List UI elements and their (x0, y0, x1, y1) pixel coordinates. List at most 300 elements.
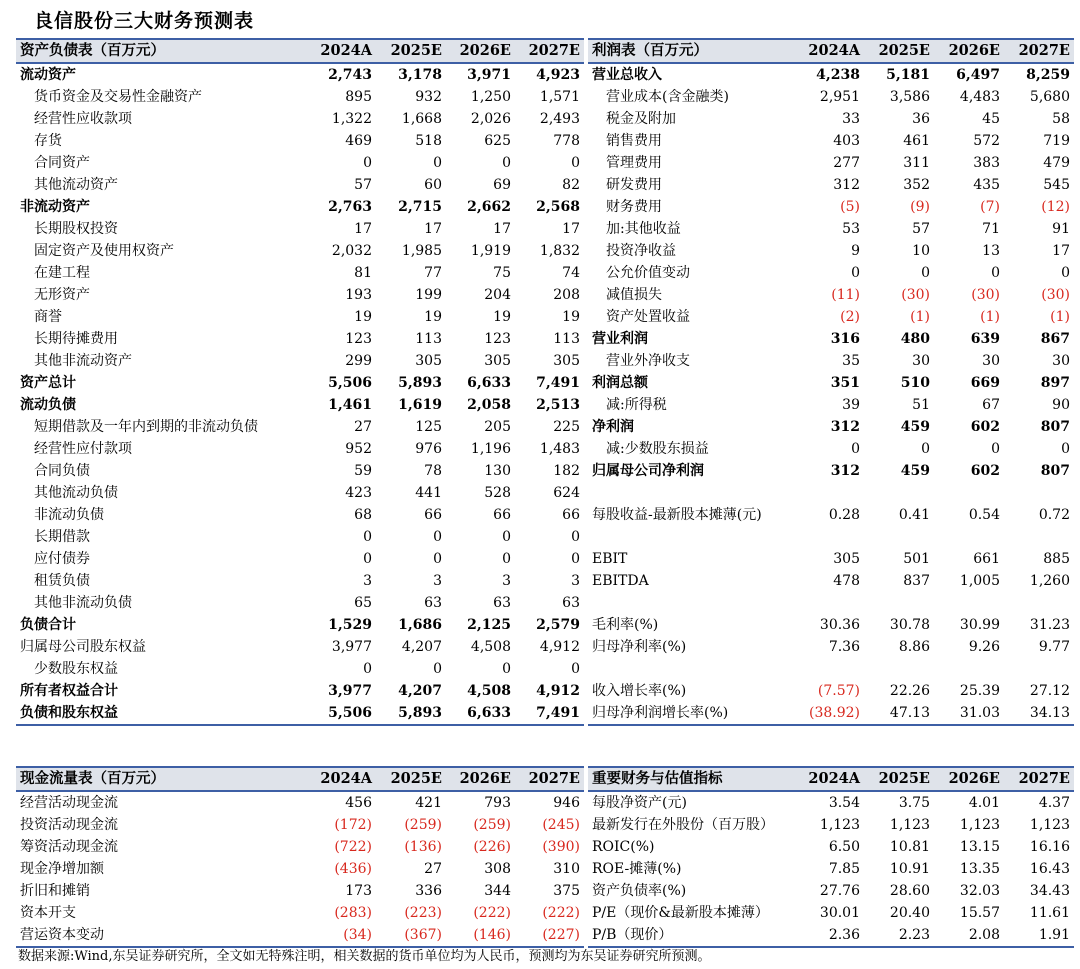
cell-value: 2,493 (539, 111, 580, 127)
year-header: 2027E (515, 39, 584, 63)
cell-value: 7,491 (536, 375, 580, 391)
row-label (588, 482, 794, 504)
cash-flow-table (16, 766, 584, 948)
year-header: 2027E (1004, 767, 1074, 791)
year-header: 2026E (934, 39, 1004, 63)
cell-value: 2,568 (536, 199, 580, 215)
cell-value: 0 (1061, 265, 1070, 281)
cell-value (864, 526, 934, 548)
table-row (588, 592, 1074, 614)
cell-value: (227) (515, 924, 584, 947)
cell-value: 312 (833, 177, 860, 193)
row-label: 资产处置收益 (606, 309, 690, 325)
row-label (588, 592, 794, 614)
table-row (16, 814, 584, 836)
table-row (16, 614, 584, 636)
cell-value: 77 (424, 265, 442, 281)
row-label: 税金及附加 (606, 111, 676, 127)
cell-value: 30 (982, 353, 1000, 369)
row-label: 投资活动现金流 (20, 817, 118, 833)
row-label: 每股净资产(元) (592, 795, 687, 811)
row-label: 收入增长率(%) (592, 683, 687, 699)
cell-value: 375 (553, 883, 580, 899)
cell-value: 8.86 (898, 639, 930, 655)
cell-value: 4.37 (1038, 795, 1070, 811)
cell-value: 0 (433, 155, 442, 171)
row-label: 毛利率(%) (592, 617, 659, 633)
year-header: 2026E (446, 39, 515, 63)
table-row (588, 548, 1074, 570)
row-label: 合同负债 (34, 463, 90, 479)
cell-value: 66 (424, 507, 442, 523)
cell-value: 1,123 (959, 817, 1000, 833)
row-label: 固定资产及使用权资产 (34, 243, 174, 259)
cell-value: 456 (345, 795, 372, 811)
cell-value: 308 (484, 861, 511, 877)
row-label: 负债和股东权益 (16, 702, 306, 725)
cell-value: 30.78 (889, 617, 930, 633)
row-label: 归属母公司净利润 (592, 463, 704, 479)
table-row (16, 416, 584, 438)
table-row (16, 262, 584, 284)
cell-value: 27 (424, 861, 442, 877)
cell-value: 837 (903, 573, 930, 589)
cell-value: 71 (982, 221, 1000, 237)
table-row (16, 130, 584, 152)
row-label: 营业成本(含金融类) (606, 89, 729, 105)
cell-value: (223) (404, 905, 442, 921)
cell-value: 932 (415, 89, 442, 105)
row-label: 销售费用 (606, 133, 662, 149)
cell-value: 31.03 (934, 702, 1004, 725)
cell-value: 625 (484, 133, 511, 149)
cell-value: 0.28 (828, 507, 860, 523)
cell-value: (245) (542, 817, 580, 833)
cell-value: 17 (493, 221, 511, 237)
cell-value: 6,633 (467, 375, 511, 391)
table-row (588, 658, 1074, 680)
row-label: ROE-摊薄(%) (592, 861, 682, 877)
cell-value: 0 (363, 529, 372, 545)
row-label (588, 658, 794, 680)
cell-value: 1,985 (401, 243, 442, 259)
table-row (588, 924, 1074, 947)
row-label: 最新发行在外股份（百万股） (592, 817, 774, 833)
table-row (588, 196, 1074, 218)
cell-value: 10.91 (889, 861, 930, 877)
cell-value: 6.50 (828, 839, 860, 855)
row-label: P/B（现价） (588, 924, 794, 947)
cell-value: (390) (542, 839, 580, 855)
cell-value: 9 (851, 243, 860, 259)
cell-value: 1,250 (470, 89, 511, 105)
cell-value: (38.92) (794, 702, 864, 725)
cell-value: 0 (1061, 441, 1070, 457)
cell-value: 20.40 (889, 905, 930, 921)
cell-value: 58 (1052, 111, 1070, 127)
cell-value: 441 (415, 485, 442, 501)
cell-value (934, 592, 1004, 614)
cell-value: 1,483 (539, 441, 580, 457)
table-row (16, 504, 584, 526)
cell-value: 36 (912, 111, 930, 127)
cell-value: 469 (345, 133, 372, 149)
cell-value: 4,238 (816, 67, 860, 83)
cell-value: (2) (840, 309, 860, 325)
cell-value: 69 (493, 177, 511, 193)
cell-value: 17 (354, 221, 372, 237)
cell-value: 807 (1040, 419, 1070, 435)
table-row (588, 108, 1074, 130)
cell-value (794, 526, 864, 548)
row-label: 资产总计 (20, 375, 76, 391)
table-row (16, 924, 584, 947)
cell-value: 3 (571, 573, 580, 589)
cell-value: 0 (571, 529, 580, 545)
cell-value: 57 (354, 177, 372, 193)
cell-value: 5,680 (1029, 89, 1070, 105)
cell-value: 199 (415, 287, 442, 303)
cell-value: 501 (903, 551, 930, 567)
row-label: 投资净收益 (606, 243, 676, 259)
cell-value: 480 (900, 331, 930, 347)
cell-value: 976 (415, 441, 442, 457)
row-label: 应付债券 (34, 551, 90, 567)
table-row (16, 858, 584, 880)
cell-value: 28.60 (889, 883, 930, 899)
cell-value: 602 (970, 463, 1000, 479)
row-label: EBITDA (592, 573, 649, 589)
table-row (16, 394, 584, 416)
cell-value: 1,123 (889, 817, 930, 833)
cell-value: 90 (1052, 397, 1070, 413)
table-title: 现金流量表（百万元） (16, 767, 306, 791)
cell-value: 125 (415, 419, 442, 435)
cell-value: 719 (1043, 133, 1070, 149)
table-row (16, 350, 584, 372)
cell-value (864, 658, 934, 680)
cell-value: 113 (415, 331, 442, 347)
cell-value: 204 (484, 287, 511, 303)
cell-value: 2,125 (467, 617, 511, 633)
row-label: 少数股东权益 (34, 661, 118, 677)
row-label: 货币资金及交易性金融资产 (34, 89, 202, 105)
cell-value: (9) (910, 199, 930, 215)
cell-value: 0 (921, 441, 930, 457)
cell-value: 9.77 (1038, 639, 1070, 655)
row-label: 其他流动负债 (34, 485, 118, 501)
cell-value (794, 592, 864, 614)
row-label: 流动负债 (20, 397, 76, 413)
cell-value: 669 (970, 375, 1000, 391)
cell-value: 4.01 (968, 795, 1000, 811)
cell-value: 78 (424, 463, 442, 479)
cell-value: (172) (334, 817, 372, 833)
cell-value: 3.54 (828, 795, 860, 811)
cell-value: 478 (833, 573, 860, 589)
table-row (588, 680, 1074, 702)
table-row (16, 791, 584, 814)
cell-value: 17 (562, 221, 580, 237)
page-title: 良信股份三大财务预测表 (34, 10, 255, 32)
table-row (588, 636, 1074, 658)
table-title: 重要财务与估值指标 (588, 767, 794, 791)
table-row (588, 284, 1074, 306)
row-label: 营业外净收支 (606, 353, 690, 369)
cell-value: 2,032 (331, 243, 372, 259)
cell-value: 30 (912, 353, 930, 369)
cell-value: 1,461 (328, 397, 372, 413)
cell-value: 5,506 (306, 702, 376, 725)
cell-value: 0 (363, 155, 372, 171)
cell-value: (222) (542, 905, 580, 921)
cell-value: 2.23 (864, 924, 934, 947)
cell-value: (226) (473, 839, 511, 855)
cell-value: 1,123 (1029, 817, 1070, 833)
cell-value: 403 (833, 133, 860, 149)
cell-value: 312 (830, 463, 860, 479)
cell-value: 5,893 (398, 375, 442, 391)
table-row (16, 108, 584, 130)
row-label: 其他流动资产 (34, 177, 118, 193)
cell-value: 1,668 (401, 111, 442, 127)
cell-value (1004, 482, 1074, 504)
cell-value: 2,579 (536, 617, 580, 633)
cell-value: 7.85 (828, 861, 860, 877)
cell-value: 3 (433, 573, 442, 589)
cell-value: 3,971 (467, 67, 511, 83)
table-row (16, 306, 584, 328)
cell-value: 130 (484, 463, 511, 479)
table-row (588, 526, 1074, 548)
cell-value: 2,026 (470, 111, 511, 127)
cell-value: 352 (903, 177, 930, 193)
row-label: 经营性应付款项 (34, 441, 132, 457)
balance-sheet-table (16, 38, 584, 726)
row-label: 负债合计 (20, 617, 76, 633)
cell-value: 2,513 (536, 397, 580, 413)
cell-value: 1,260 (1029, 573, 1070, 589)
year-header: 2024A (306, 767, 376, 791)
cell-value: 5,181 (886, 67, 930, 83)
row-label: 租赁负债 (34, 573, 90, 589)
cell-value: (283) (334, 905, 372, 921)
cell-value: 2,951 (819, 89, 860, 105)
cell-value: 11.61 (1029, 905, 1070, 921)
cell-value (864, 482, 934, 504)
cell-value: 205 (484, 419, 511, 435)
cell-value (1004, 526, 1074, 548)
cell-value: 897 (1040, 375, 1070, 391)
table-row (588, 438, 1074, 460)
table-row (588, 902, 1074, 924)
cell-value: 316 (830, 331, 860, 347)
row-label: 存货 (34, 133, 62, 149)
year-header: 2024A (306, 39, 376, 63)
cell-value: 3,977 (331, 639, 372, 655)
cell-value: 311 (903, 155, 930, 171)
cell-value: 0.54 (968, 507, 1000, 523)
table-row (16, 592, 584, 614)
cell-value: 30.99 (959, 617, 1000, 633)
cell-value: (12) (1041, 199, 1070, 215)
table-row (588, 482, 1074, 504)
table-row (16, 174, 584, 196)
row-label: 每股收益-最新股本摊薄(元) (592, 507, 762, 523)
row-label: 流动资产 (20, 67, 76, 83)
year-header: 2025E (376, 767, 446, 791)
table-row (16, 636, 584, 658)
cell-value: 3 (363, 573, 372, 589)
cell-value: 32.03 (959, 883, 1000, 899)
row-label: 商誉 (34, 309, 62, 325)
cell-value (934, 526, 1004, 548)
cell-value: 1,529 (328, 617, 372, 633)
table-row (16, 196, 584, 218)
cell-value: 1,322 (331, 111, 372, 127)
cell-value: 65 (354, 595, 372, 611)
cell-value: 22.26 (889, 683, 930, 699)
row-label: 净利润 (592, 419, 634, 435)
cell-value: 5,506 (328, 375, 372, 391)
cell-value: 7,491 (515, 702, 584, 725)
cell-value: 193 (345, 287, 372, 303)
table-header-row (16, 39, 584, 63)
row-label: 长期借款 (34, 529, 90, 545)
row-label: 利润总额 (592, 375, 648, 391)
cell-value: 639 (970, 331, 1000, 347)
cell-value: 1,005 (959, 573, 1000, 589)
cell-value: 807 (1040, 463, 1070, 479)
cell-value: 68 (354, 507, 372, 523)
table-row (16, 526, 584, 548)
cell-value: 34.43 (1029, 883, 1070, 899)
row-label: 所有者权益合计 (20, 683, 118, 699)
cell-value: 91 (1052, 221, 1070, 237)
cell-value: 1.91 (1004, 924, 1074, 947)
cell-value: 1,686 (398, 617, 442, 633)
cell-value: (1) (1050, 309, 1070, 325)
table-row (588, 504, 1074, 526)
cell-value: 123 (484, 331, 511, 347)
cell-value: 19 (493, 309, 511, 325)
year-header: 2026E (446, 767, 515, 791)
cell-value: (222) (473, 905, 511, 921)
table-row (588, 350, 1074, 372)
cell-value: 461 (903, 133, 930, 149)
cell-value: 27 (354, 419, 372, 435)
cell-value: 13.35 (959, 861, 1000, 877)
cell-value: 510 (900, 375, 930, 391)
row-label: 减:所得税 (606, 397, 667, 413)
row-label: 现金净增加额 (20, 861, 104, 877)
cell-value: 16.16 (1029, 839, 1070, 855)
table-header-row (16, 767, 584, 791)
cell-value: 4,207 (401, 639, 442, 655)
cell-value: 0 (433, 551, 442, 567)
cell-value: 885 (1043, 551, 1070, 567)
cell-value: 0 (921, 265, 930, 281)
cell-value: 8,259 (1026, 67, 1070, 83)
year-header: 2027E (515, 767, 584, 791)
table-row (588, 836, 1074, 858)
cell-value: 6,633 (446, 702, 515, 725)
cell-value: 572 (973, 133, 1000, 149)
table-row (588, 306, 1074, 328)
table-row (16, 836, 584, 858)
year-header: 2025E (864, 39, 934, 63)
table-row (16, 86, 584, 108)
table-row (588, 152, 1074, 174)
cell-value: 0 (851, 441, 860, 457)
cell-value: 4,508 (470, 639, 511, 655)
cell-value: (34) (306, 924, 376, 947)
cell-value: 27.12 (1029, 683, 1070, 699)
cell-value (934, 482, 1004, 504)
table-row (588, 858, 1074, 880)
table-row (16, 372, 584, 394)
cell-value: 2,715 (398, 199, 442, 215)
cell-value: (30) (1041, 287, 1070, 303)
cell-value: 63 (562, 595, 580, 611)
row-label: 长期股权投资 (34, 221, 118, 237)
cell-value: 16.43 (1029, 861, 1070, 877)
cell-value: 0 (433, 661, 442, 677)
cell-value: (367) (376, 924, 446, 947)
table-header-row (588, 39, 1074, 63)
cell-value: 946 (553, 795, 580, 811)
cell-value: 2,662 (467, 199, 511, 215)
cell-value: 10 (912, 243, 930, 259)
cell-value: 53 (842, 221, 860, 237)
cell-value: 63 (493, 595, 511, 611)
cell-value: 459 (900, 419, 930, 435)
row-label: 非流动资产 (20, 199, 90, 215)
row-label: 加:其他收益 (606, 221, 681, 237)
cell-value: 528 (484, 485, 511, 501)
cell-value: 778 (553, 133, 580, 149)
cell-value: 4,508 (467, 683, 511, 699)
cell-value: 0 (571, 661, 580, 677)
cell-value: 75 (493, 265, 511, 281)
table-row (588, 614, 1074, 636)
cell-value: 3.75 (898, 795, 930, 811)
cell-value: (146) (446, 924, 515, 947)
cell-value: 25.39 (959, 683, 1000, 699)
cell-value: 67 (982, 397, 1000, 413)
cell-value: 13 (982, 243, 1000, 259)
row-label: ROIC(%) (592, 839, 655, 855)
year-header: 2025E (864, 767, 934, 791)
cell-value: 4,207 (398, 683, 442, 699)
cell-value (934, 658, 1004, 680)
row-label: 其他非流动负债 (34, 595, 132, 611)
cell-value: (722) (334, 839, 372, 855)
cell-value: 3,178 (398, 67, 442, 83)
row-label: 筹资活动现金流 (20, 839, 118, 855)
row-label: 在建工程 (34, 265, 90, 281)
cell-value: 423 (345, 485, 372, 501)
cell-value: 19 (354, 309, 372, 325)
table-row (588, 460, 1074, 482)
year-header: 2025E (376, 39, 446, 63)
cell-value: 1,919 (470, 243, 511, 259)
cell-value: 30.36 (819, 617, 860, 633)
cell-value: 0 (991, 265, 1000, 281)
table-row (16, 548, 584, 570)
cell-value: 57 (912, 221, 930, 237)
cell-value: (7.57) (817, 683, 860, 699)
